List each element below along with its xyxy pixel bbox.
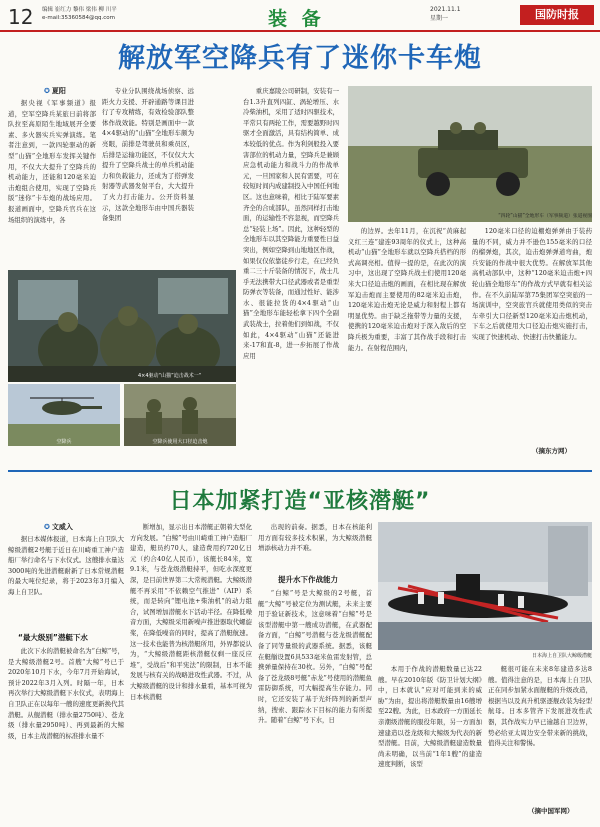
article2-col1: 据日本媒体报道，日本海上自卫队大鲸级潜艇2号艇于近日在川崎重工神户造船厂举行命名与下水仪式。这艘排水量达3000吨的先进潜艇耐新了日本常规潜艇的最大吨位纪录，将于2023年3月编入海上自卫队。 — [8, 535, 124, 596]
editor-line: 编辑 崔红力 黎伟 梁伟 柳 川平 — [42, 7, 117, 13]
header-rule — [0, 30, 600, 32]
article1-headline-text: 解放军空降兵有了迷你卡车炮 — [118, 43, 482, 74]
article1-source: （摘东方网） — [532, 447, 571, 455]
article1-photo-soldiers — [124, 384, 236, 446]
article1-col4: 的边界。去年11月，在沉祝“黄麻起义红三连”建连93周年的仪式上，这种高机动“山猫”全地形车就以空降兵搭档的形式高调亮相。值得一提的是，在此次的演习中，这出现了空降兵战士们使用120毫米大口径迫击炮的画面，在相比现在解放军迫击炮而主要使用的82毫米迫击炮，120毫米迫击炮无论是威力和射程上都有明显优势。由于缺乏拖带等力量的支援，使携的120毫米迫击炮对于深入敌后的空降兵极为重要，丰富了其作战手段和打击能力。在射程范围内， — [348, 227, 466, 352]
article2-col4: 本用于作战的潜艇数量已达22艘。早在2010年版《防卫计划大纲》中，日本就认“应对可能到来的威胁”为由，提出将潜艇数量由16艘增至22艘。为此，日本政府一方面延长亲潮级潜艇的服役年限，另一方面加速建造以苍龙级和大鲸级为代表的新型潜艇。目前，大鲸级潜艇建造数量尚未明确，以当前“1年1艘”的建造速度判断，该型 — [378, 665, 482, 769]
page-number: 12 — [8, 5, 34, 29]
star-icon: ✪ — [44, 523, 50, 531]
section-title: 装 备 — [268, 8, 325, 30]
helicopter-icon — [8, 384, 120, 446]
editor-info — [42, 6, 192, 22]
article2-col5: 艇很可能在未来8年建造多达8艘。值得注意的是，日本海上自卫队正在同步加紧水面舰艇的升级改造，根据当以及真升机驱逐舰改装为轻型航母。日本多管齐下发展进攻性武器，其作战实力早已逾越自卫边界，势必给亚太周边安全带来新的挑战，值得关注和警惕。 — [488, 665, 592, 748]
article2-headline-text: 日本加紧打造“亚核潜艇” — [169, 489, 431, 514]
article2-source: （摘中国军网） — [528, 807, 574, 815]
submarine-image — [378, 522, 592, 650]
article1-photo4-caption: 空降兵使用大口径迫击炮 — [152, 439, 208, 445]
issue-date — [430, 5, 461, 23]
all-terrain-vehicle-image — [348, 86, 592, 222]
article2-col2: 断增加，显示出日本潜艇正朝着大型化方向发展。“白鲸”号由川崎重工神户造船厂建造，艇员约70人，建造费用约720亿日元（约合40亿人民币），该艇长84米，宽9.1米，与苍龙级潜艇持平，但吃水深度更深，是目前世界第二大常规潜艇。大鲸级潜艇不再采用“不依赖空气推进”（AIP）系统，而是转向“锂电池+柴油机”的动力组合，试图增加潜艇水下活动半径。在降低噪音方面，大鲸级采用新噪声推进器取代螺旋桨，在降低噪音的同时，提高了潜艇航速。这一技术也能普为核潜艇所用，外界都说认为，“大鲸级潜艇距核潜艇仅剩一座反应堆”，受战后“和平宪法”的限制，日本不能发展与核有关的战略进攻性武器。不过，从大鲸级潜艇的设计和排水量看，基本可视为日本核潜艇 — [130, 523, 252, 701]
article1-col5: 120毫米口径的迫棚炮弹弹由于装药量的不同，威力并不逊色155毫米的口径的榴弹炮，其次，迫击炮弹弹道弯曲，炮兵安能的作战中很大优势。在解放军其他高机动部队中，这种“120毫米迫击炮+四轮山猫全地形车”的作战方式早就有相关运作。在不久前陆军第75集团军空突旅的一场演训中，空突旅官兵就使用类似的突击车牵引大口径新型120毫米迫击炮机动，下车之后就使用大口径迫击炮实施打击，实现了快速机动、快速打击快撤能力。 — [472, 227, 592, 341]
article1-col1: 据央视《军事频道》报道，空军空降兵某旅日前将部队拉至高原陌生地域展开全要素、多火器实兵实弹演练。笔者注意到，一款四轮驱动的新型“山猫”全地形车发挥关键作用，不仅大大提升了空降兵的机动能力，还能和120毫米迫击炮组合使用，实现了空降兵版“迷你”卡车炮的战场应用。报道画面中，空降兵官兵在这场组织的演练中，各 — [8, 99, 96, 224]
article1-photo-vehicle — [348, 86, 592, 222]
article2-headline — [0, 484, 600, 515]
article2-col3: 出现的前奏。据悉，日本在核能利用方面有较多技术积累，为大鲸级潜艇增添核动力并不难。 — [258, 523, 372, 553]
article1-headline — [0, 36, 600, 76]
article2-author: 文威入 — [51, 523, 73, 531]
helicopter-cabin-image — [8, 270, 236, 382]
article1-byline — [44, 86, 66, 96]
article1-col2: 专业分队围绕战场侦察、远距火力支援、开辟通路等课目进行了专攻精练，有效检验部队整体作战效能。特别是画面中一款4×4驱动的“山猫”全地形车颇为亮眼，前排是驾驶员和乘员区，后排是运输功能区，不仅仅大大提升了空降兵战士的单兵机动能力和负载能力，还成为了搭弹发射器等武器发射平台，大大提升了火力打击能力。公开资料显示，这款全地形车由中国兵器装备集团 — [102, 87, 194, 223]
article2-subhead1: “最大级别”潜艇下水 — [18, 633, 88, 642]
article2-photo-submarine — [378, 522, 592, 650]
weekday-text: 星期一 — [430, 15, 449, 22]
article1-col3: 重庆嘉陵公司研制，安装有一台1.3升直列四缸、涡轮增压、水冷柴油机，采用了适时四驱技术，平常只有两轮工作，需要越野时四驱才全面激活，具有结构简单、成本较低的优点。作为利剑般投入要害部位的机动力量，空降兵是兼顾应急机动能力和战斗力的作战单元，一旦国家和人民有需要，可在较短时间内成建制投入中国任何地区。这也意味着，相比于陆军要素齐全的合成部队，虽然同样打击地面，的运输性不容忽视，而空降兵总“轻装上场”。因此，这种轻型的全地形车以其空降能力重要性日益突出，例如空降到山地地区作战，如果仅仅依靠徒步行走，在已经负重二三十斤装备的情况下，战士几乎无法携带大口径武器或者是重型防弹衣等装备，而通过性好、能涉水、很能拉货的4×4驱动“山猫”全地形车能轻松拿下四个全副武装战士，拉着他们到如战，不仅如此，4×4驱动“山猫”还能进来-17和直-8，进一步拓展了作战应用 — [243, 87, 339, 360]
editor-email: e-mail:35360584@qq.com — [42, 15, 115, 21]
article1-photo3-caption: 空降兵 — [56, 439, 72, 445]
article2-col3b: “白鲸”号是大鲸级的2号艇，首艇“大鲸”号被定位为测试艇，未来主要用于验证新技术，这意味着“白鲸”号是该型潜艇中第一艘成功潜艇，在武器配备方面，“白鲸”号潜艇与苍龙级潜艇配备了同等量级的武器系统。据悉，该艇在艇艏设置6具533毫米鱼雷发射管，总携弹量保持在30枚。另外，“白鲸”号配备了苍龙级8号艇“赤龙”号使用的潜艇鱼雷防御系统，可大幅提高生存能力。同时，它还安装了基于光纤阵列的新型声纳，搜索、跟踪水下目标的能力有所提升。随着“白鲸”号下水，日 — [258, 589, 372, 725]
newspaper-masthead: 国防时报 — [520, 5, 594, 25]
article-divider — [8, 470, 592, 472]
date-text: 2021.11.1 — [430, 6, 461, 13]
article2-photo-caption: 日本海上自卫队大鲸级潜艇 — [531, 653, 592, 659]
article1-photo2-caption: 4×4驱动“山猫”迫击战术一“ — [138, 373, 202, 379]
article1-photo1-caption: “四轮”山猫”全地形车（军事频道）张道视图 — [498, 214, 592, 219]
article1-author: 夏阳 — [51, 87, 66, 95]
article2-byline — [44, 522, 73, 532]
article2-col1b: 此次下水的潜艇被命名为“白鲸”号，是大鲸级潜艇2号。首艘“大鲸”号已于2020年10月下水，今年7月开始海试，预计2022年3月入列。时隔一年，日本再次举行大鲸级潜艇下水仪式，表明海上自卫队正在以每年一艘的速度更新换代其潜艇。从舰潜艇（排水量2750吨）、苍龙级（排水量2950吨）、再到最新的大鲸级，日本主战潜艇的标准排水量不 — [8, 647, 124, 740]
article1-photo-helicopter-sky — [8, 384, 120, 446]
article2-subhead2: 提升水下作战能力 — [278, 575, 338, 584]
article1-photo-helicopter — [8, 270, 236, 382]
star-icon: ✪ — [44, 87, 50, 95]
soldiers-image — [124, 384, 236, 446]
